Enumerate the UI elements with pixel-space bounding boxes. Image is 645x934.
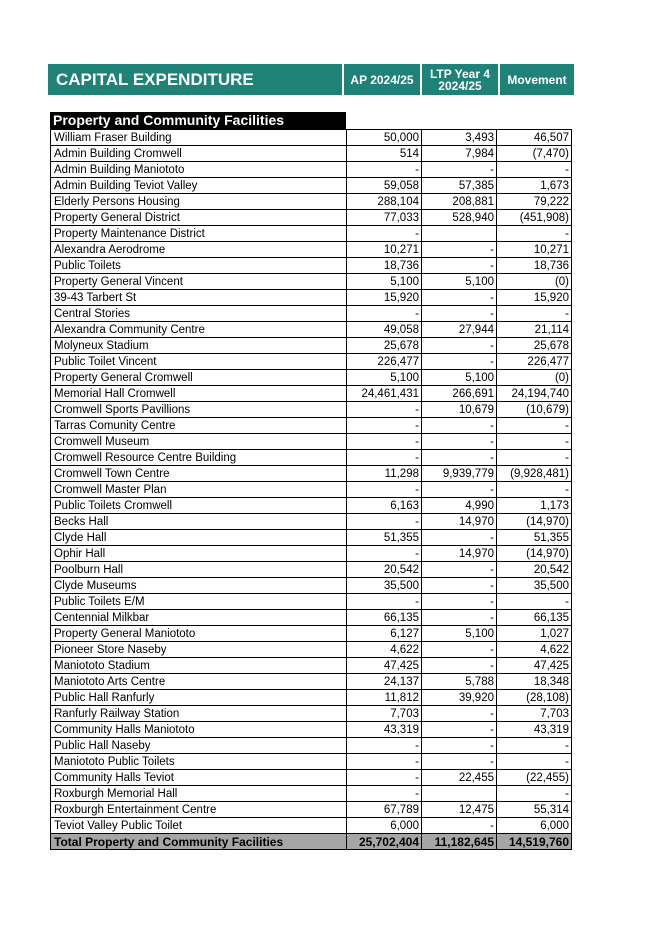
row-ap-cell: 18,736 — [347, 258, 422, 274]
row-movement-cell: (14,970) — [497, 514, 572, 530]
row-movement-cell: - — [497, 754, 572, 770]
table-row — [51, 818, 572, 834]
row-ap-cell: 15,920 — [347, 290, 422, 306]
table-row — [51, 738, 572, 754]
row-name-cell: Clyde Museums — [51, 578, 347, 594]
row-ap-cell: 24,137 — [347, 674, 422, 690]
row-movement-cell: 43,319 — [497, 722, 572, 738]
table-row — [51, 466, 572, 482]
row-name-cell: William Fraser Building — [51, 130, 347, 146]
row-ap-cell: 5,100 — [347, 370, 422, 386]
row-name-cell: Maniototo Arts Centre — [51, 674, 347, 690]
row-name-cell: Public Toilets — [51, 258, 347, 274]
row-movement-cell: (0) — [497, 370, 572, 386]
table-row — [51, 530, 572, 546]
row-ltp-cell: - — [422, 818, 497, 834]
row-movement-cell: 6,000 — [497, 818, 572, 834]
row-ltp-cell: - — [422, 594, 497, 610]
row-name-cell: Ophir Hall — [51, 546, 347, 562]
total-ap: 25,702,404 — [347, 834, 422, 850]
row-movement-cell: (7,470) — [497, 146, 572, 162]
row-name-cell: Cromwell Resource Centre Building — [51, 450, 347, 466]
row-ltp-cell: 7,984 — [422, 146, 497, 162]
row-name-cell: Property General Maniototo — [51, 626, 347, 642]
column-header-ltp — [422, 64, 498, 95]
row-ltp-cell: 5,100 — [422, 626, 497, 642]
row-movement-cell: (9,928,481) — [497, 466, 572, 482]
row-name-cell: Centennial Milkbar — [51, 610, 347, 626]
row-ap-cell: - — [347, 770, 422, 786]
row-movement-cell: - — [497, 594, 572, 610]
row-ltp-cell: 27,944 — [422, 322, 497, 338]
table-row — [51, 546, 572, 562]
row-ltp-cell: - — [422, 242, 497, 258]
row-ltp-cell: 5,100 — [422, 370, 497, 386]
row-name-cell: Public Hall Ranfurly — [51, 690, 347, 706]
table-row — [51, 354, 572, 370]
row-name-cell: Community Halls Maniototo — [51, 722, 347, 738]
row-ltp-cell: - — [422, 482, 497, 498]
table-row — [51, 482, 572, 498]
row-movement-cell: 21,114 — [497, 322, 572, 338]
row-name-cell: Ranfurly Railway Station — [51, 706, 347, 722]
row-movement-cell: 35,500 — [497, 578, 572, 594]
row-name-cell: Roxburgh Entertainment Centre — [51, 802, 347, 818]
table-row — [51, 754, 572, 770]
row-ap-cell: 49,058 — [347, 322, 422, 338]
row-ltp-cell: 14,970 — [422, 546, 497, 562]
row-name-cell: Alexandra Aerodrome — [51, 242, 347, 258]
row-ltp-cell: - — [422, 338, 497, 354]
row-name-cell: 39-43 Tarbert St — [51, 290, 347, 306]
total-label: Total Property and Community Facilities — [51, 834, 347, 850]
row-movement-cell: 25,678 — [497, 338, 572, 354]
table-row — [51, 770, 572, 786]
row-ap-cell: 10,271 — [347, 242, 422, 258]
row-movement-cell: - — [497, 306, 572, 322]
row-name-cell: Community Halls Teviot — [51, 770, 347, 786]
row-ltp-cell: - — [422, 562, 497, 578]
row-movement-cell: 51,355 — [497, 530, 572, 546]
table-row — [51, 130, 572, 146]
row-ap-cell: 6,163 — [347, 498, 422, 514]
row-movement-cell: 55,314 — [497, 802, 572, 818]
table-row — [51, 210, 572, 226]
row-ltp-cell: - — [422, 706, 497, 722]
row-ap-cell: - — [347, 594, 422, 610]
table-row — [51, 370, 572, 386]
table-row — [51, 722, 572, 738]
table-row — [51, 274, 572, 290]
table-row — [51, 178, 572, 194]
row-ltp-cell: - — [422, 258, 497, 274]
table-row — [51, 146, 572, 162]
row-name-cell: Clyde Hall — [51, 530, 347, 546]
row-movement-cell: 1,027 — [497, 626, 572, 642]
row-ap-cell: - — [347, 434, 422, 450]
page-title: CAPITAL EXPENDITURE — [48, 64, 342, 95]
row-ap-cell: - — [347, 786, 422, 802]
row-ltp-cell: - — [422, 610, 497, 626]
row-ap-cell: - — [347, 162, 422, 178]
row-name-cell: Memorial Hall Cromwell — [51, 386, 347, 402]
row-ap-cell: - — [347, 754, 422, 770]
row-movement-cell: 15,920 — [497, 290, 572, 306]
row-movement-cell: 18,736 — [497, 258, 572, 274]
row-movement-cell: 47,425 — [497, 658, 572, 674]
row-ap-cell: 514 — [347, 146, 422, 162]
row-ap-cell: 24,461,431 — [347, 386, 422, 402]
row-ap-cell: 6,000 — [347, 818, 422, 834]
row-name-cell: Public Hall Naseby — [51, 738, 347, 754]
row-ap-cell: 50,000 — [347, 130, 422, 146]
row-name-cell: Tarras Comunity Centre — [51, 418, 347, 434]
row-ltp-cell: - — [422, 434, 497, 450]
expenditure-table — [50, 129, 572, 850]
total-movement: 14,519,760 — [497, 834, 572, 850]
row-movement-cell: (0) — [497, 274, 572, 290]
row-name-cell: Poolburn Hall — [51, 562, 347, 578]
row-ltp-cell: - — [422, 354, 497, 370]
row-movement-cell: - — [497, 786, 572, 802]
row-movement-cell: (10,679) — [497, 402, 572, 418]
row-movement-cell: 7,703 — [497, 706, 572, 722]
table-row — [51, 802, 572, 818]
table-row — [51, 610, 572, 626]
row-ltp-cell: 9,939,779 — [422, 466, 497, 482]
row-ap-cell: 66,135 — [347, 610, 422, 626]
row-movement-cell: 79,222 — [497, 194, 572, 210]
column-header-movement: Movement — [500, 64, 574, 95]
row-ap-cell: 47,425 — [347, 658, 422, 674]
row-movement-cell: 10,271 — [497, 242, 572, 258]
column-header-ap: AP 2024/25 — [344, 64, 420, 95]
table-row — [51, 402, 572, 418]
table-row — [51, 418, 572, 434]
table-row — [51, 786, 572, 802]
row-movement-cell: 24,194,740 — [497, 386, 572, 402]
row-ap-cell: - — [347, 306, 422, 322]
table-row — [51, 338, 572, 354]
row-ltp-cell: - — [422, 658, 497, 674]
row-ltp-cell — [422, 226, 497, 242]
row-name-cell: Teviot Valley Public Toilet — [51, 818, 347, 834]
row-movement-cell: (14,970) — [497, 546, 572, 562]
row-ltp-cell: 22,455 — [422, 770, 497, 786]
expenditure-table-wrap — [50, 112, 572, 850]
row-ltp-cell: - — [422, 722, 497, 738]
row-name-cell: Public Toilets Cromwell — [51, 498, 347, 514]
row-movement-cell: - — [497, 418, 572, 434]
row-movement-cell: - — [497, 162, 572, 178]
row-name-cell: Cromwell Museum — [51, 434, 347, 450]
row-ltp-cell: - — [422, 418, 497, 434]
row-name-cell: Cromwell Sports Pavillions — [51, 402, 347, 418]
row-name-cell: Roxburgh Memorial Hall — [51, 786, 347, 802]
row-ltp-cell: - — [422, 162, 497, 178]
table-row — [51, 194, 572, 210]
row-name-cell: Property Maintenance District — [51, 226, 347, 242]
table-row — [51, 258, 572, 274]
row-ap-cell: 67,789 — [347, 802, 422, 818]
row-ltp-cell: 39,920 — [422, 690, 497, 706]
row-ap-cell: 11,812 — [347, 690, 422, 706]
row-ltp-cell: - — [422, 738, 497, 754]
total-row — [51, 834, 572, 850]
row-ap-cell: 288,104 — [347, 194, 422, 210]
table-row — [51, 242, 572, 258]
row-name-cell: Cromwell Town Centre — [51, 466, 347, 482]
row-ap-cell: - — [347, 402, 422, 418]
row-ap-cell: 6,127 — [347, 626, 422, 642]
row-ap-cell: 20,542 — [347, 562, 422, 578]
row-ap-cell: 25,678 — [347, 338, 422, 354]
row-movement-cell: - — [497, 482, 572, 498]
row-movement-cell: 66,135 — [497, 610, 572, 626]
table-row — [51, 498, 572, 514]
row-name-cell: Central Stories — [51, 306, 347, 322]
row-name-cell: Becks Hall — [51, 514, 347, 530]
row-ltp-cell — [422, 786, 497, 802]
row-ltp-cell: - — [422, 642, 497, 658]
table-row — [51, 642, 572, 658]
row-name-cell: Property General District — [51, 210, 347, 226]
table-row — [51, 658, 572, 674]
row-name-cell: Maniototo Public Toilets — [51, 754, 347, 770]
row-movement-cell: - — [497, 226, 572, 242]
row-ltp-cell: - — [422, 306, 497, 322]
row-movement-cell: 1,173 — [497, 498, 572, 514]
row-name-cell: Property General Cromwell — [51, 370, 347, 386]
row-ap-cell: 59,058 — [347, 178, 422, 194]
table-row — [51, 450, 572, 466]
row-ap-cell: 7,703 — [347, 706, 422, 722]
row-ltp-cell: - — [422, 754, 497, 770]
row-movement-cell: - — [497, 738, 572, 754]
table-row — [51, 690, 572, 706]
table-row — [51, 674, 572, 690]
table-row — [51, 226, 572, 242]
row-ap-cell: 35,500 — [347, 578, 422, 594]
row-ap-cell: 77,033 — [347, 210, 422, 226]
row-ap-cell: 226,477 — [347, 354, 422, 370]
row-movement-cell: (22,455) — [497, 770, 572, 786]
row-name-cell: Pioneer Store Naseby — [51, 642, 347, 658]
column-header-ltp-line1: LTP Year 4 — [429, 66, 491, 81]
row-ap-cell: 43,319 — [347, 722, 422, 738]
row-ltp-cell: - — [422, 290, 497, 306]
row-ap-cell: - — [347, 738, 422, 754]
table-header — [48, 64, 574, 95]
table-row — [51, 578, 572, 594]
row-ap-cell: - — [347, 226, 422, 242]
row-name-cell: Property General Vincent — [51, 274, 347, 290]
row-name-cell: Molyneux Stadium — [51, 338, 347, 354]
row-ltp-cell: 12,475 — [422, 802, 497, 818]
table-row — [51, 562, 572, 578]
row-ltp-cell: 5,788 — [422, 674, 497, 690]
row-movement-cell: 4,622 — [497, 642, 572, 658]
table-row — [51, 626, 572, 642]
row-ltp-cell: - — [422, 450, 497, 466]
section-title: Property and Community Facilities — [50, 112, 346, 129]
total-ltp: 11,182,645 — [422, 834, 497, 850]
row-ap-cell: - — [347, 418, 422, 434]
row-ltp-cell: 266,691 — [422, 386, 497, 402]
table-row — [51, 290, 572, 306]
table-row — [51, 322, 572, 338]
row-ap-cell: - — [347, 546, 422, 562]
row-movement-cell: 20,542 — [497, 562, 572, 578]
row-movement-cell: - — [497, 450, 572, 466]
row-name-cell: Admin Building Cromwell — [51, 146, 347, 162]
row-movement-cell: 226,477 — [497, 354, 572, 370]
row-ap-cell: 51,355 — [347, 530, 422, 546]
row-name-cell: Alexandra Community Centre — [51, 322, 347, 338]
row-ap-cell: - — [347, 450, 422, 466]
row-ltp-cell: 4,990 — [422, 498, 497, 514]
row-ap-cell: - — [347, 514, 422, 530]
row-ltp-cell: 10,679 — [422, 402, 497, 418]
row-name-cell: Cromwell Master Plan — [51, 482, 347, 498]
row-name-cell: Maniototo Stadium — [51, 658, 347, 674]
row-movement-cell: (451,908) — [497, 210, 572, 226]
row-name-cell: Admin Building Teviot Valley — [51, 178, 347, 194]
row-ltp-cell: - — [422, 578, 497, 594]
row-ltp-cell: 3,493 — [422, 130, 497, 146]
row-ap-cell: 11,298 — [347, 466, 422, 482]
table-body — [51, 130, 572, 834]
table-row — [51, 386, 572, 402]
column-header-ltp-line2: 2024/25 — [438, 78, 482, 93]
row-movement-cell: (28,108) — [497, 690, 572, 706]
row-movement-cell: 46,507 — [497, 130, 572, 146]
table-row — [51, 306, 572, 322]
row-name-cell: Admin Building Maniototo — [51, 162, 347, 178]
row-movement-cell: - — [497, 434, 572, 450]
row-ltp-cell: 5,100 — [422, 274, 497, 290]
row-movement-cell: 18,348 — [497, 674, 572, 690]
row-name-cell: Public Toilets E/M — [51, 594, 347, 610]
row-ap-cell: 4,622 — [347, 642, 422, 658]
row-ltp-cell: 14,970 — [422, 514, 497, 530]
table-row — [51, 434, 572, 450]
row-movement-cell: 1,673 — [497, 178, 572, 194]
table-row — [51, 706, 572, 722]
row-ltp-cell: 528,940 — [422, 210, 497, 226]
row-ltp-cell: 208,881 — [422, 194, 497, 210]
row-ap-cell: - — [347, 482, 422, 498]
row-ltp-cell: - — [422, 530, 497, 546]
row-ap-cell: 5,100 — [347, 274, 422, 290]
table-row — [51, 162, 572, 178]
table-row — [51, 594, 572, 610]
row-name-cell: Public Toilet Vincent — [51, 354, 347, 370]
row-name-cell: Elderly Persons Housing — [51, 194, 347, 210]
row-ltp-cell: 57,385 — [422, 178, 497, 194]
table-row — [51, 514, 572, 530]
